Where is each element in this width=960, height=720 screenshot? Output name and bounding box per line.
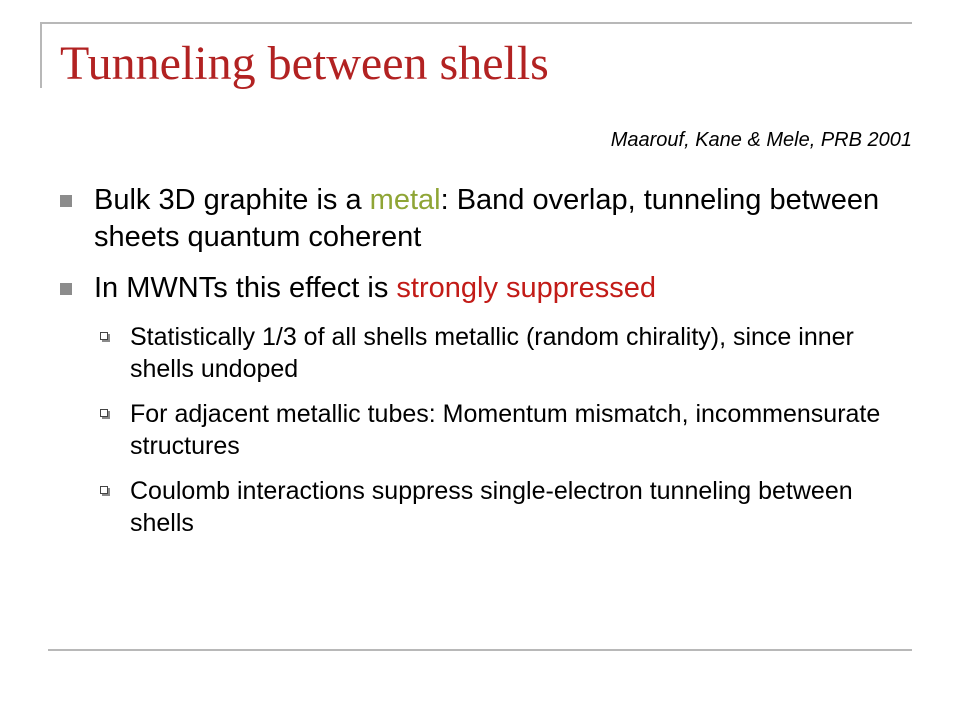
bullet-text: : Band overlap, tunneling between sheets quantum coherent [94,184,880,253]
sub-bullet-text: Coulomb interactions suppress single-electron tunneling between shells [130,477,853,537]
hollow-square-bullet-icon [100,486,108,494]
sub-bullet-coulomb [60,475,920,539]
slide-content [60,182,920,552]
bullet-graphite-metal [60,182,920,256]
sub-bullet-statistics [60,321,920,385]
bottom-rule [48,649,912,651]
bullet-text: In MWNTs this effect is [94,272,397,304]
top-rule [40,22,912,24]
left-rule [40,22,42,88]
highlight-strongly-suppressed: strongly suppressed [396,272,656,304]
hollow-square-bullet-icon [100,332,108,340]
sub-bullet-momentum [60,398,920,462]
hollow-square-bullet-icon [100,409,108,417]
slide-title: Tunneling between shells [60,37,549,90]
sub-bullet-text: For adjacent metallic tubes: Momentum mismatch, incommensurate structures [130,400,881,460]
bullet-mwnt-suppressed [60,270,920,307]
bullet-text: Bulk 3D graphite is a [94,184,370,216]
citation: Maarouf, Kane & Mele, PRB 2001 [610,129,912,151]
square-bullet-icon [60,283,72,295]
square-bullet-icon [60,195,72,207]
sub-bullet-text: Statistically 1/3 of all shells metallic (random chirality), since inner shells undoped [130,323,854,383]
highlight-metal: metal [369,184,441,216]
